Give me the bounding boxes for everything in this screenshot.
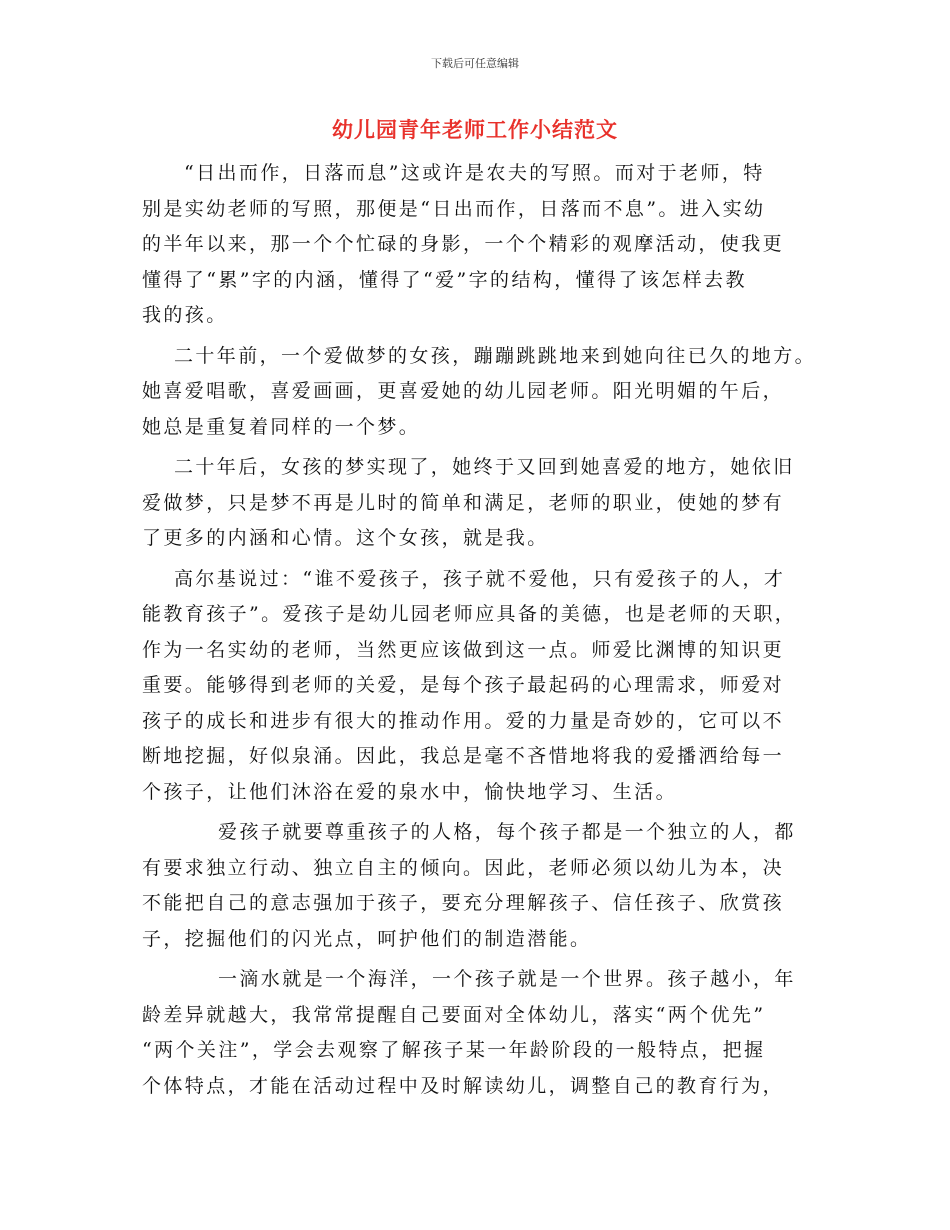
text-line: “日出而作，日落而息”这或许是农夫的写照。而对于老师，特: [184, 162, 765, 184]
text-line: 重要。能够得到老师的关爱，是每个孩子最起码的心理需求，师爱对: [142, 674, 785, 696]
text-line: 孩子的成长和进步有很大的推动作用。爱的力量是奇妙的，它可以不: [142, 709, 785, 732]
paragraph: [142, 562, 822, 811]
text-line: 懂得了“累”字的内涵，懂得了“爱”字的结构，懂得了该怎样去教: [142, 268, 747, 291]
text-line: 爱做梦，只是梦不再是儿时的简单和满足，老师的职业，使她的梦有: [142, 491, 785, 514]
text-line: 能教育孩子”。爱孩子是幼儿园老师应具备的美德，也是老师的天职，: [142, 603, 797, 625]
text-line: 作为一名实幼的老师，当然更应该做到这一点。师爱比渊博的知识更: [142, 638, 785, 661]
text-line: 子，挖掘他们的闪光点，呵护他们的制造潜能。: [142, 927, 592, 950]
text-line: 二十年后，女孩的梦实现了，她终于又回到她喜爱的地方，她依旧: [174, 456, 795, 478]
text-line: 了更多的内涵和心情。这个女孩，就是我。: [142, 527, 549, 549]
text-line: 高尔基说过：“谁不爱孩子，孩子就不爱他，只有爱孩子的人，才: [174, 567, 786, 590]
text-line: 我的孩。: [142, 304, 228, 326]
paragraph: [142, 815, 822, 957]
paragraph: [142, 962, 822, 1104]
header-note: 下载后可任意编辑: [431, 57, 519, 70]
text-line: 她喜爱唱歌，喜爱画画，更喜爱她的幼儿园老师。阳光明媚的午后，: [142, 380, 785, 402]
document-title: 幼儿园青年老师工作小结范文: [332, 117, 618, 142]
text-line: 个孩子，让他们沐浴在爱的泉水中，愉快地学习、生活。: [142, 780, 678, 803]
paragraph: [142, 156, 822, 334]
text-line: 二十年前，一个爱做梦的女孩，蹦蹦跳跳地来到她向往已久的地方。: [174, 344, 817, 367]
document-body: [142, 156, 822, 1109]
text-line: 她总是重复着同样的一个梦。: [142, 415, 421, 438]
text-line: “两个关注”，学会去观察了解孩子某一年龄阶段的一般特点，把握: [142, 1039, 766, 1061]
text-line: 爱孩子就要尊重孩子的人格，每个孩子都是一个独立的人，都: [218, 821, 796, 843]
text-line: 一滴水就是一个海洋，一个孩子就是一个世界。孩子越小，年: [218, 968, 796, 990]
text-line: 有要求独立行动、独立自主的倾向。因此，老师必须以幼儿为本，决: [142, 856, 785, 879]
paragraph: [142, 450, 822, 557]
text-line: 断地挖掘，好似泉涌。因此，我总是毫不吝惜地将我的爱播洒给每一: [142, 745, 785, 767]
text-line: 个体特点，才能在活动过程中及时解读幼儿，调整自己的教育行为，: [142, 1074, 785, 1097]
paragraph: [142, 339, 822, 446]
text-line: 不能把自己的意志强加于孩子，要充分理解孩子、信任孩子、欣赏孩: [142, 892, 785, 914]
text-line: 龄差异就越大，我常常提醒自己要面对全体幼儿，落实“两个优先”: [142, 1003, 766, 1026]
text-line: 的半年以来，那一个个忙碌的身影，一个个精彩的观摩活动，使我更: [142, 233, 785, 255]
text-line: 别是实幼老师的写照，那便是“日出而作，日落而不息”。进入实幼: [142, 197, 766, 220]
